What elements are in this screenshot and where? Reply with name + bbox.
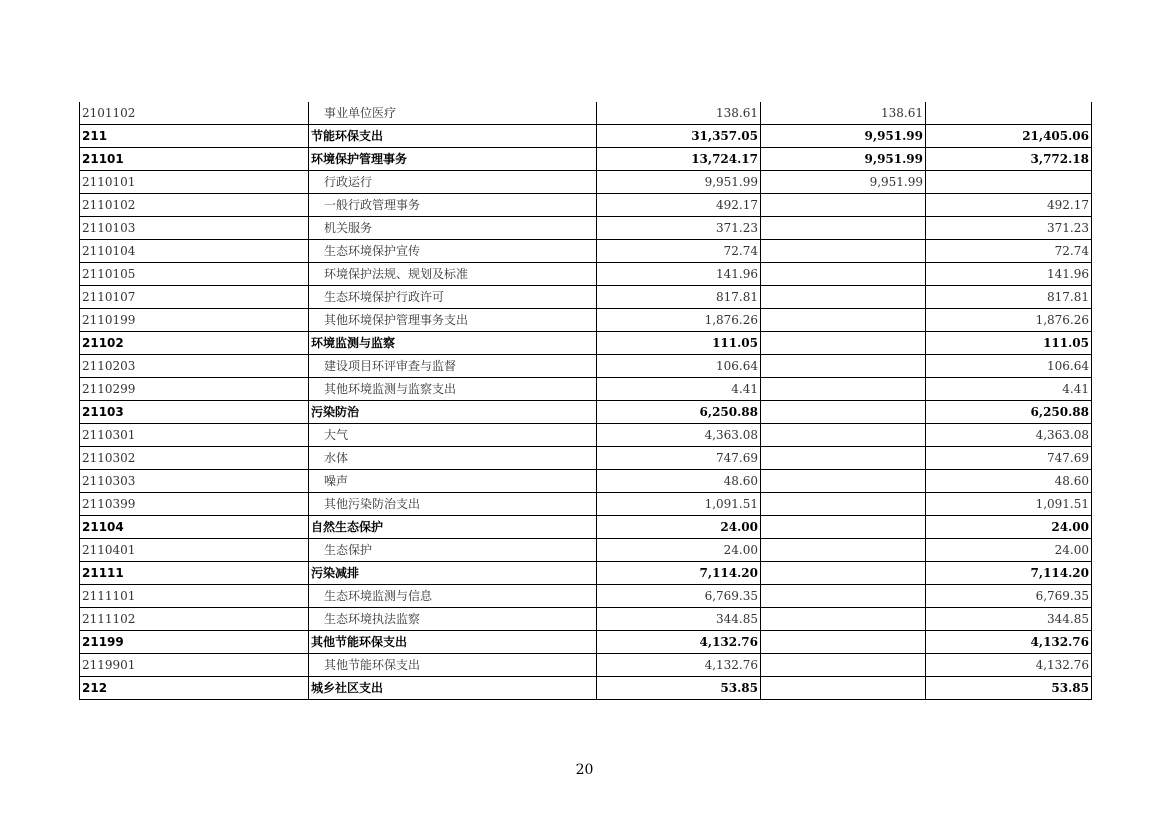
- table-row: [80, 654, 1092, 677]
- page-number: 20: [575, 762, 594, 778]
- table-row: [80, 539, 1092, 562]
- cell-total: 1,876.26: [597, 309, 761, 332]
- cell-basic: [761, 309, 926, 332]
- cell-project: 492.17: [926, 194, 1092, 217]
- cell-total: 72.74: [597, 240, 761, 263]
- cell-name: 事业单位医疗: [309, 102, 597, 125]
- cell-basic: [761, 654, 926, 677]
- table-row: [80, 493, 1092, 516]
- cell-basic: [761, 401, 926, 424]
- cell-code: 21103: [80, 401, 309, 424]
- cell-basic: [761, 677, 926, 700]
- cell-total: 1,091.51: [597, 493, 761, 516]
- cell-code: 2110399: [80, 493, 309, 516]
- cell-total: 747.69: [597, 447, 761, 470]
- cell-project: 4,132.76: [926, 631, 1092, 654]
- cell-name: 城乡社区支出: [309, 677, 597, 700]
- cell-total: 371.23: [597, 217, 761, 240]
- table-row: [80, 631, 1092, 654]
- cell-name: 建设项目环评审查与监督: [309, 355, 597, 378]
- cell-code: 2110102: [80, 194, 309, 217]
- cell-project: 4,363.08: [926, 424, 1092, 447]
- cell-project: 21,405.06: [926, 125, 1092, 148]
- cell-name: 节能环保支出: [309, 125, 597, 148]
- cell-basic: [761, 194, 926, 217]
- cell-basic: [761, 355, 926, 378]
- cell-basic: 9,951.99: [761, 125, 926, 148]
- cell-name: 其他节能环保支出: [309, 654, 597, 677]
- table-row: [80, 194, 1092, 217]
- table-row: [80, 355, 1092, 378]
- cell-name: 其他环境保护管理事务支出: [309, 309, 597, 332]
- cell-name: 行政运行: [309, 171, 597, 194]
- cell-basic: 9,951.99: [761, 171, 926, 194]
- cell-code: 2110101: [80, 171, 309, 194]
- table-row: [80, 286, 1092, 309]
- cell-name: 自然生态保护: [309, 516, 597, 539]
- cell-project: 4,132.76: [926, 654, 1092, 677]
- cell-basic: [761, 332, 926, 355]
- cell-name: 其他环境监测与监察支出: [309, 378, 597, 401]
- table-row: [80, 171, 1092, 194]
- cell-project: 48.60: [926, 470, 1092, 493]
- table-row: [80, 447, 1092, 470]
- cell-basic: [761, 493, 926, 516]
- cell-code: 2110107: [80, 286, 309, 309]
- cell-project: 3,772.18: [926, 148, 1092, 171]
- cell-project: 6,769.35: [926, 585, 1092, 608]
- cell-total: 48.60: [597, 470, 761, 493]
- cell-basic: 9,951.99: [761, 148, 926, 171]
- table-row: [80, 263, 1092, 286]
- cell-code: 2111102: [80, 608, 309, 631]
- cell-name: 环境保护法规、规划及标准: [309, 263, 597, 286]
- table-row: [80, 217, 1092, 240]
- cell-code: 2101102: [80, 102, 309, 125]
- cell-project: 24.00: [926, 516, 1092, 539]
- table-row: [80, 424, 1092, 447]
- cell-name: 机关服务: [309, 217, 597, 240]
- cell-project: 1,876.26: [926, 309, 1092, 332]
- cell-total: 24.00: [597, 539, 761, 562]
- cell-code: 2110301: [80, 424, 309, 447]
- cell-code: 2110302: [80, 447, 309, 470]
- cell-project: 344.85: [926, 608, 1092, 631]
- cell-project: 6,250.88: [926, 401, 1092, 424]
- cell-code: 2110105: [80, 263, 309, 286]
- cell-basic: [761, 286, 926, 309]
- cell-code: 2110401: [80, 539, 309, 562]
- cell-total: 6,769.35: [597, 585, 761, 608]
- cell-basic: [761, 240, 926, 263]
- cell-project: 371.23: [926, 217, 1092, 240]
- table-row: [80, 378, 1092, 401]
- cell-total: 31,357.05: [597, 125, 761, 148]
- cell-total: 492.17: [597, 194, 761, 217]
- cell-basic: 138.61: [761, 102, 926, 125]
- cell-name: 污染防治: [309, 401, 597, 424]
- cell-project: [926, 171, 1092, 194]
- budget-table: [79, 102, 1092, 700]
- cell-code: 2110299: [80, 378, 309, 401]
- table-row: [80, 516, 1092, 539]
- cell-code: 212: [80, 677, 309, 700]
- cell-basic: [761, 516, 926, 539]
- cell-basic: [761, 631, 926, 654]
- table-row: [80, 148, 1092, 171]
- table-row: [80, 125, 1092, 148]
- cell-code: 2119901: [80, 654, 309, 677]
- cell-total: 111.05: [597, 332, 761, 355]
- cell-basic: [761, 424, 926, 447]
- cell-name: 环境监测与监察: [309, 332, 597, 355]
- cell-basic: [761, 217, 926, 240]
- cell-total: 6,250.88: [597, 401, 761, 424]
- cell-basic: [761, 539, 926, 562]
- table-row: [80, 562, 1092, 585]
- cell-total: 4,363.08: [597, 424, 761, 447]
- cell-basic: [761, 585, 926, 608]
- cell-name: 环境保护管理事务: [309, 148, 597, 171]
- cell-total: 4,132.76: [597, 631, 761, 654]
- table-row: [80, 401, 1092, 424]
- cell-basic: [761, 447, 926, 470]
- table-row: [80, 240, 1092, 263]
- cell-project: 817.81: [926, 286, 1092, 309]
- cell-code: 2110303: [80, 470, 309, 493]
- cell-project: 106.64: [926, 355, 1092, 378]
- table-row: [80, 585, 1092, 608]
- cell-name: 水体: [309, 447, 597, 470]
- cell-name: 生态环境监测与信息: [309, 585, 597, 608]
- cell-basic: [761, 470, 926, 493]
- cell-name: 大气: [309, 424, 597, 447]
- cell-total: 9,951.99: [597, 171, 761, 194]
- table-row: [80, 332, 1092, 355]
- cell-project: 72.74: [926, 240, 1092, 263]
- cell-project: 53.85: [926, 677, 1092, 700]
- cell-basic: [761, 263, 926, 286]
- cell-total: 24.00: [597, 516, 761, 539]
- cell-total: 138.61: [597, 102, 761, 125]
- cell-total: 4.41: [597, 378, 761, 401]
- cell-name: 噪声: [309, 470, 597, 493]
- cell-name: 生态环境保护宣传: [309, 240, 597, 263]
- cell-code: 21101: [80, 148, 309, 171]
- cell-code: 21104: [80, 516, 309, 539]
- cell-code: 2110104: [80, 240, 309, 263]
- cell-total: 53.85: [597, 677, 761, 700]
- budget-table-body: [80, 102, 1092, 700]
- cell-total: 4,132.76: [597, 654, 761, 677]
- cell-total: 7,114.20: [597, 562, 761, 585]
- table-row: [80, 309, 1092, 332]
- table-row: [80, 677, 1092, 700]
- cell-total: 141.96: [597, 263, 761, 286]
- cell-name: 其他污染防治支出: [309, 493, 597, 516]
- cell-basic: [761, 608, 926, 631]
- cell-code: 2110203: [80, 355, 309, 378]
- cell-name: 其他节能环保支出: [309, 631, 597, 654]
- cell-total: 106.64: [597, 355, 761, 378]
- cell-basic: [761, 562, 926, 585]
- cell-total: 13,724.17: [597, 148, 761, 171]
- cell-name: 生态保护: [309, 539, 597, 562]
- table-row: [80, 608, 1092, 631]
- cell-basic: [761, 378, 926, 401]
- cell-name: 一般行政管理事务: [309, 194, 597, 217]
- cell-code: 21199: [80, 631, 309, 654]
- cell-project: 111.05: [926, 332, 1092, 355]
- cell-project: 7,114.20: [926, 562, 1092, 585]
- cell-project: 24.00: [926, 539, 1092, 562]
- cell-code: 2110199: [80, 309, 309, 332]
- cell-name: 污染减排: [309, 562, 597, 585]
- cell-total: 344.85: [597, 608, 761, 631]
- cell-total: 817.81: [597, 286, 761, 309]
- cell-code: 211: [80, 125, 309, 148]
- cell-code: 21102: [80, 332, 309, 355]
- cell-project: 747.69: [926, 447, 1092, 470]
- table-row: [80, 102, 1092, 125]
- cell-project: [926, 102, 1092, 125]
- cell-project: 4.41: [926, 378, 1092, 401]
- cell-code: 2110103: [80, 217, 309, 240]
- table-row: [80, 470, 1092, 493]
- cell-name: 生态环境执法监察: [309, 608, 597, 631]
- cell-code: 2111101: [80, 585, 309, 608]
- cell-name: 生态环境保护行政许可: [309, 286, 597, 309]
- cell-code: 21111: [80, 562, 309, 585]
- cell-project: 1,091.51: [926, 493, 1092, 516]
- cell-project: 141.96: [926, 263, 1092, 286]
